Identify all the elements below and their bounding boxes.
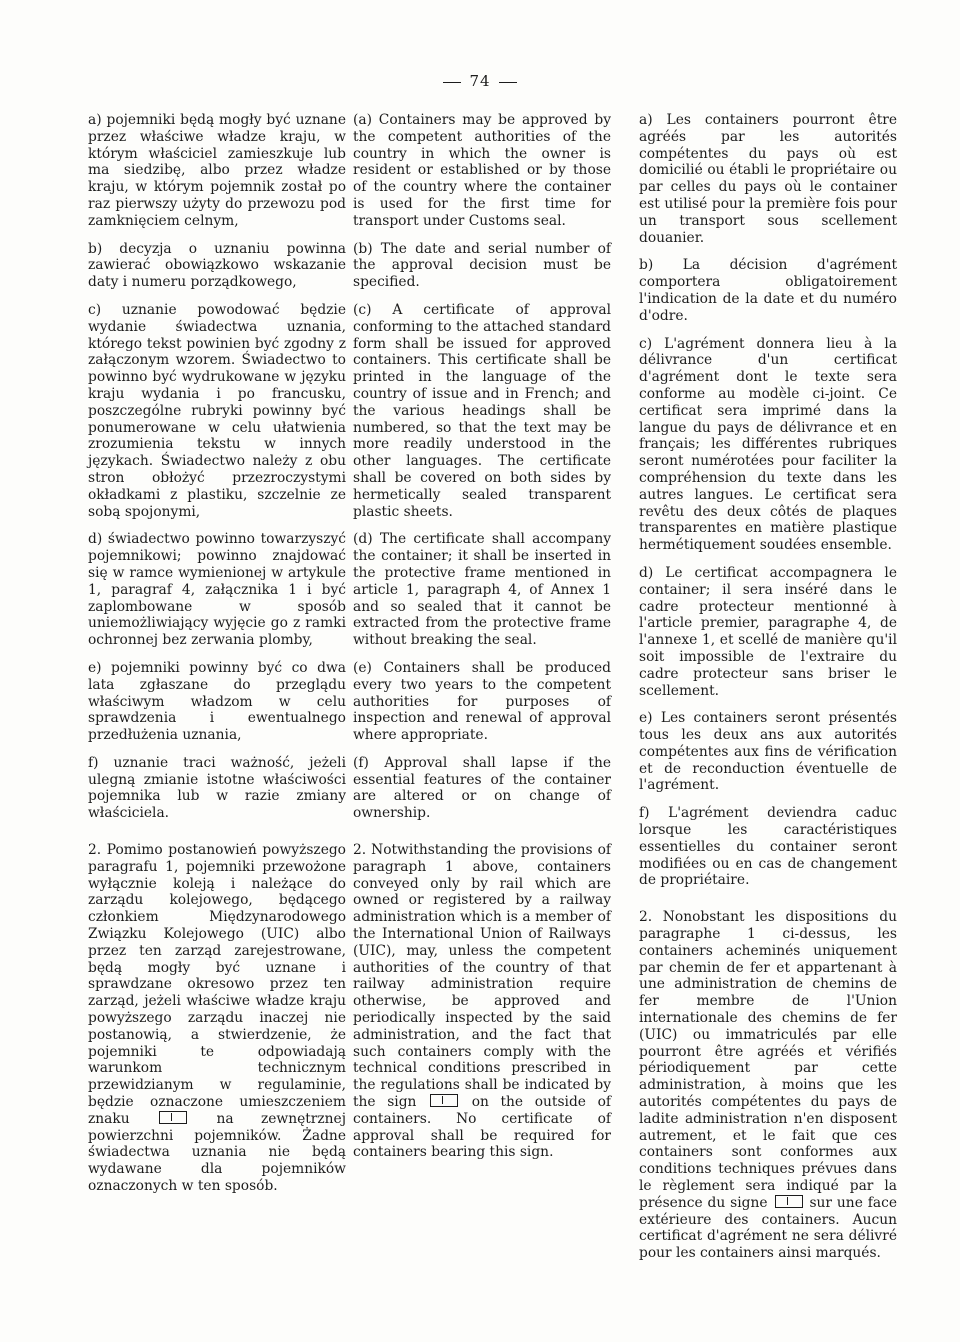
polish-paragraph-2 — [88, 842, 346, 1195]
english-item-d: (d) The certificate shall accompany the container; it shall be inserted in the protective frame mentioned in article 1, paragraph 4, of Annex 1 and so sealed that it cannot be extracted from the protective frame without breaking the seal. — [353, 531, 611, 649]
dash-right — [499, 82, 517, 83]
french-paragraph-2-end: sur une face extérieure des containers. Aucun certificat d'agrément ne sera délivré pour les containers ainsi marqués. — [639, 1194, 898, 1262]
french-item-a: a) Les containers pourront être agréés par les autorités compétentes du pays où est domicilié ou établi le propriétaire ou par celles du pays où le container est utilisé pour la première fois pour un transport sous scellement douanier. — [639, 112, 897, 246]
french-paragraph-2-start: 2. Nonobstant les dispositions du paragraphe 1 ci-dessus, les containers acheminés uniquement par chemin de fer et appartenant à une administration de chemins de fer membre de l'Union internationale des chemins de fer (UIC) ou immatriculés par elle pourront être agréés et vérifiés périodiquement par cette administration, à moins que les autorités compétentes du pays de ladite administration n'en disposent autrement, et le fait que ces containers sont conformes aux conditions techniques prévues dans le règlement sera indiqué par la présence du signe — [639, 909, 897, 1211]
polish-item-e: e) pojemniki powinny być co dwa lata zgłaszane do przeglądu właściwym władzom w celu sprawdzenia i ewentualnego przedłużenia uznania, — [88, 659, 346, 744]
polish-paragraph-2-start: 2. Pomimo postanowień powyższego paragrafu 1, pojemniki przewożone wyłącznie koleją i należące do zarządu kolejowego, będącego członkiem Międzynarodowego Związku Kolejowego (UIC) albo przez ten zarząd zarejestrowane, będą mogły być uznane i sprawdzane okresowo przez ten zarząd, jeżeli właściwe władze kraju powyższego zarządu inaczej nie postanowią, a stwierdzenie, że pojemniki te odpowiadają warunkom technicznym przewidzianym w regulaminie, będzie oznaczone umieszczeniem znaku — [88, 842, 346, 1127]
english-paragraph-2-start: 2. Notwithstanding the provisions of paragraph 1 above, containers conveyed only by rail which are owned or registered by a railway administration which is a member of the International Union of Railways (UIC), may, unless the competent authorities of the country of that railway administration require otherwise, be approved and periodically inspected by the said administration, and the fact that such containers comply with the technical conditions prescribed in the regulations shall be indicated by the sign — [353, 842, 611, 1111]
french-item-e: e) Les containers seront présentés tous les deux ans aux autorités compétentes aux fins de vérification et de reconduction éventuelle de l'agrément. — [639, 710, 897, 794]
dash-left — [443, 82, 461, 83]
english-item-e: (e) Containers shall be produced every two years to the competent authorities for purposes of inspection and renewal of approval where appropriate. — [353, 659, 611, 744]
page-number — [0, 72, 960, 90]
english-item-c: (c) A certificate of approval conforming to the attached standard form shall be issued for approved containers. This certificate shall be printed in the language of the country of issue and in French; and the various headings shall be numbered, so that the text may be more readily understood in the other languages. The certificate shall be covered on both sides by hermetically sealed transparent plastic sheets. — [353, 301, 611, 520]
uic-sign-icon — [159, 1111, 187, 1124]
french-item-c: c) L'agrément donnera lieu à la délivrance d'un certificat d'agrément dont le texte sera conforme au modèle ci-joint. Ce certificat sera imprimé dans la langue du pays de délivrance et en français; les différentes rubriques seront numérotées pour faciliter la compréhension du texte dans les autres langues. Le certificat sera revêtu des deux côtés de plaques transparentes en matière plastique hermétiquement soudées ensemble. — [639, 335, 897, 554]
polish-item-d: d) świadectwo powinno towarzyszyć pojemnikowi; powinno znajdować się w ramce wymienionej w artykule 1, paragraf 4, załącznika 1 i być zaplombowane w sposób uniemożliwiający wyjęcie go z ramki ochronnej bez zerwania plomby, — [88, 531, 346, 649]
polish-item-a: a) pojemniki będą mogły być uznane przez właściwe władze kraju, w którym właściciel zamieszkuje lub ma siedzibę, albo przez władze kraju, w którym pojemnik został po raz pierwszy użyty do przewozu pod zamknięciem celnym, — [88, 112, 346, 229]
page-number-value: 74 — [469, 72, 491, 90]
uic-sign-icon — [430, 1094, 458, 1107]
polish-item-f: f) uznanie traci ważność, jeżeli ulegną zmianie istotne właściwości pojemnika lub w razie zmiany właściciela. — [88, 754, 346, 822]
french-paragraph-2 — [639, 909, 897, 1262]
polish-column — [88, 112, 346, 1206]
english-item-b: (b) The date and serial number of the approval decision must be specified. — [353, 240, 611, 291]
english-item-f: (f) Approval shall lapse if the essential features of the container are altered or on change of ownership. — [353, 754, 611, 822]
uic-sign-icon — [775, 1195, 803, 1208]
french-item-b: b) La décision d'agrément comportera obligatoirement l'indication de la date et du numéro d'odre. — [639, 257, 897, 324]
french-item-d: d) Le certificat accompagnera le container; il sera inséré dans le cadre protecteur mentionné à l'article premier, paragraphe 4, de l'annexe 1, et scellé de manière qu'il soit impossible de l'extraire du cadre protecteur sans briser le scellement. — [639, 564, 897, 699]
english-paragraph-2 — [353, 842, 611, 1161]
french-item-f: f) L'agrément deviendra caduc lorsque les caractéristiques essentielles du container seront modifiées ou en cas de changement de propriétaire. — [639, 805, 897, 889]
english-column — [353, 112, 611, 1172]
polish-item-b: b) decyzja o uznaniu powinna zawierać obowiązkowo wskazanie daty i numeru porządkowego, — [88, 240, 346, 291]
english-paragraph-2-end: on the outside of containers. No certificate of approval shall be required for containers bearing this sign. — [353, 1094, 611, 1161]
polish-paragraph-2-end: na zewnętrznej powierzchni pojemników. Żadne świadectwa uznania nie będą wydawane dla pojemników oznaczonych w ten sposób. — [88, 1110, 346, 1195]
polish-item-c: c) uznanie powodować będzie wydanie świadectwa uznania, którego tekst powinien być zgodny z załączonym wzorem. Świadectwo to powinno być wydrukowane w języku kraju wydania i po francusku, poszczególne rubryki powinny być ponumerowane w celu ułatwienia zrozumienia tekstu w innych językach. Świadectwo należy z obu stron obłożyć przezroczystymi okładkami z plastiku, szczelnie ze sobą spojonymi, — [88, 301, 346, 520]
english-item-a: (a) Containers may be approved by the competent authorities of the country in which the owner is resident or established or by those of the country where the container is used for the first time for transport under Customs seal. — [353, 112, 611, 229]
french-column — [639, 112, 897, 1273]
